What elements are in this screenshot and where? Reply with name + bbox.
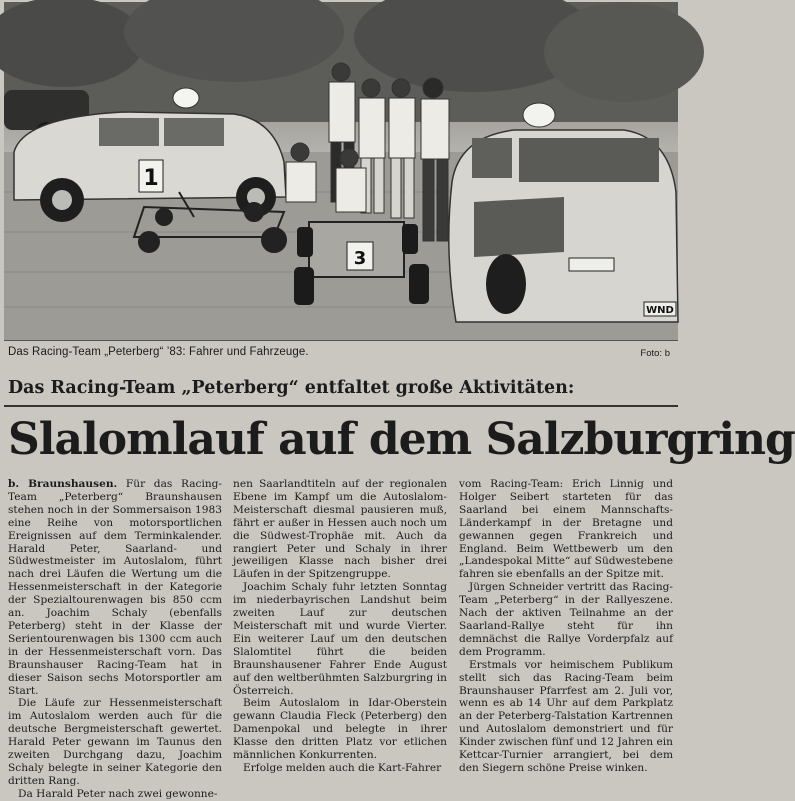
- kart-number-label: 3: [353, 248, 367, 269]
- paragraph: Erfolge melden auch die Kart-Fahrer: [243, 761, 442, 774]
- photo-caption: Das Racing-Team „Peterberg“ ’83: Fahrer und Fahrzeuge.: [8, 346, 309, 358]
- divider: [4, 405, 678, 407]
- fiat-plate-label: WND: [646, 305, 674, 316]
- paragraph: nen Saarlandtiteln auf der regionalen Ebene im Kampf um die Autoslalom-Meisterschaft diesmal pausieren muß, fährt er außer in Hessen auch noch um die Südwest-Trophäe mit. Auch da rangiert Peter und Schaly in ihrer jeweiligen Klasse nach bisher drei Läufen in der Spitzengruppe.: [233, 478, 447, 581]
- paragraph: vom Racing-Team: Erich Linnig und Holger Seibert starteten für das Saarland bei einem Mannschafts-Länderkampf in der Bretagne und gewannen gegen Frankreich und England. Beim Wettbewerb um den „Landespokal Mitte“ auf Südwestebene fahren sie ebenfalls an der Spitze mit.: [459, 478, 673, 581]
- paragraph: [8, 478, 222, 697]
- paragraph: Beim Autoslalom in Idar-Oberstein gewann Claudia Fleck (Peterberg) den Damenpokal und belegte in ihrer Klasse den dritten Platz vor etlichen männlichen Konkurrenten.: [233, 697, 447, 762]
- paragraph-text: Für das Racing-Team „Peterberg“ Braunshausen stehen noch in der Sommersaison 1983 eine Reihe von motorsportlichen Ereignissen auf dem Terminkalender. Harald Peter, Saarland- und Südwestmeister im Autoslalom, führt nach drei Läufen die Wertung um die Hessenmeisterschaft in der Kategorie der Spezialtourenwagen bis 850 ccm an. Joachim Schaly (ebenfalls Peterberg) steht in der Klasse der Serientourenwagen bis 1300 ccm auch in der Hessenmeisterschaft vorn. Das Braunshauser Racing-Team hat in dieser Saison sechs Motorsportler am Start.: [8, 478, 223, 697]
- paragraph: Erstmals vor heimischem Publikum stellt sich das Racing-Team beim Braunshauser Pfarrfest am 2. Juli vor, wenn es ab 14 Uhr auf dem Parkplatz an der Peterberg-Talstation Kartrennen und Autoslalom demonstriert und für Kinder zwischen fünf und 12 Jahren ein Kettcar-Turnier arrangiert, bei dem den Siegern schöne Preise winken.: [459, 658, 673, 774]
- paragraph: Jürgen Schneider vertritt das Racing-Team „Peterberg“ in der Rallyeszene. Nach der aktiven Teilnahme an der Saarland-Rallye steht für ihn demnächst die Rallye Vorderpfalz auf dem Programm.: [459, 581, 673, 658]
- article-column-1: [8, 478, 223, 800]
- article-headline: Slalomlauf auf dem Salzburgring: [8, 414, 795, 465]
- car-number-label: 1: [143, 166, 159, 191]
- paragraph: Joachim Schaly fuhr letzten Sonntag im niederbayrischen Landshut beim zweiten Lauf zur deutschen Meisterschaft mit und wurde Vierter. Ein weiterer Lauf um den deutschen Slalomtitel führt die beiden Braunshausener Fahrer Ende August auf den weltberühmten Salzburgring in Österreich.: [233, 581, 447, 697]
- article-column-3: [459, 478, 673, 774]
- article-column-2: [233, 478, 447, 774]
- paragraph: Die Läufe zur Hessenmeisterschaft im Autoslalom werden auch für die deutsche Bergmeisterschaft gewertet. Harald Peter gewann im Taunus den zweiten Durchgang dazu, Joachim Schaly belegte in seiner Kategorie den dritten Rang.: [8, 697, 222, 787]
- paragraph: Da Harald Peter nach zwei gewonne-: [18, 787, 218, 800]
- photo-credit: Foto: b: [640, 348, 670, 359]
- article-kicker: Das Racing-Team „Peterberg“ entfaltet große Aktivitäten:: [8, 378, 575, 398]
- dateline: b. Braunshausen.: [8, 478, 118, 490]
- article-photo: [4, 2, 678, 341]
- race-car-fiat: [449, 103, 678, 322]
